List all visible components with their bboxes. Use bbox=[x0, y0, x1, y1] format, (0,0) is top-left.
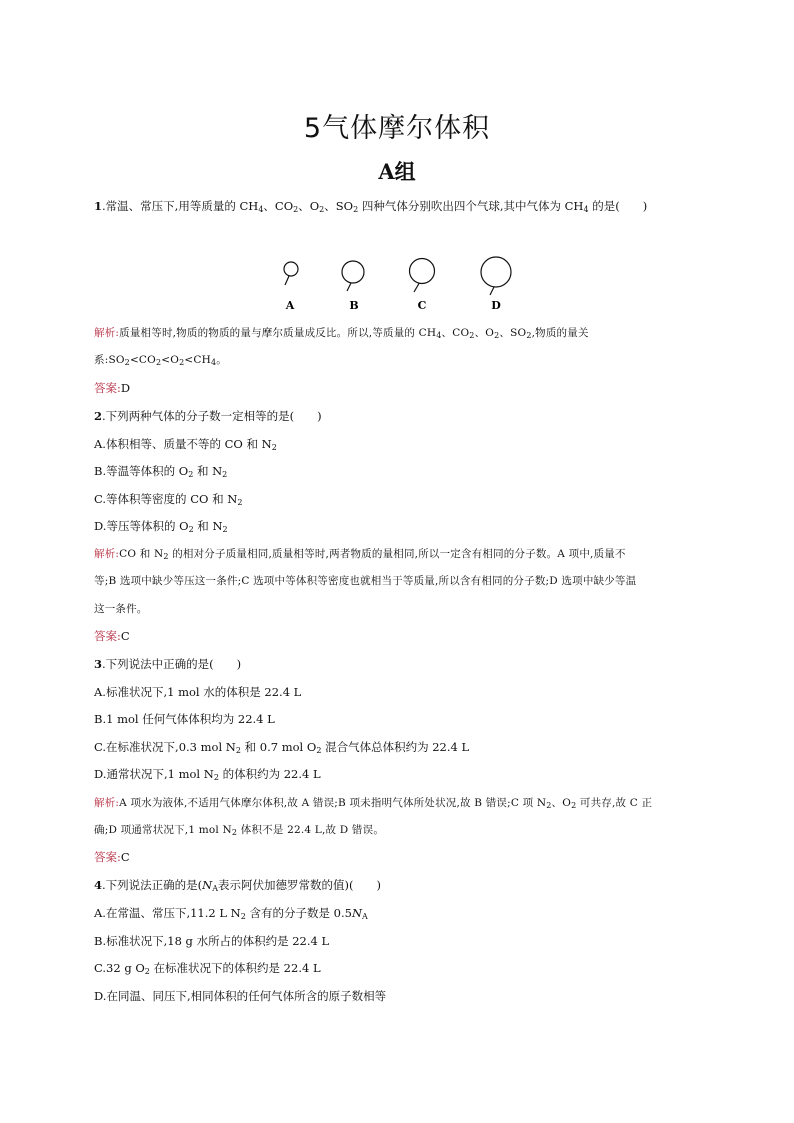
q1-stem: 1.常温、常压下,用等质量的 $CH_4$、$CO_2$、$O_2$、$SO_2$ 四种气体分别吹出四个气球,其中气体为 $CH_4$ 的是( ) bbox=[94, 199, 648, 214]
balloon-b bbox=[342, 261, 364, 312]
q2-option-d: D.等压等体积的 $O_2$ 和 $N_2$ bbox=[94, 519, 228, 534]
q2-answer-label: 答案: bbox=[94, 629, 121, 643]
q4-number: 4 bbox=[94, 878, 103, 892]
q4-stem: 4.下列说法正确的是($N_A$表示阿伏加德罗常数的值)( ) bbox=[94, 878, 381, 893]
balloon-label-b: B bbox=[349, 299, 359, 312]
q3-answer-label: 答案: bbox=[94, 850, 121, 864]
q2-option-a: A.体积相等、质量不等的 CO 和 $N_2$ bbox=[94, 437, 277, 452]
q4-option-c: C.32 g $O_2$ 在标准状况下的体积约是 22.4 L bbox=[94, 961, 321, 976]
q3-option-b: B.1 mol 任何气体体积均为 22.4 L bbox=[94, 712, 275, 726]
q2-analysis-line1: 解析:CO 和 $N_2$ 的相对分子质量相同,质量相等时,两者物质的量相同,所以一定含有相同的分子数。A 项中,质量不 bbox=[94, 548, 626, 561]
q4-option-d: D.在同温、同压下,相同体积的任何气体所含的原子数相等 bbox=[94, 989, 387, 1003]
q2-option-b: B.等温等体积的 $O_2$ 和 $N_2$ bbox=[94, 464, 228, 479]
section-heading: A组 bbox=[378, 159, 416, 184]
q1-answer: 答案:D bbox=[94, 381, 131, 395]
q3-analysis-label: 解析: bbox=[94, 797, 120, 809]
balloon-label-c: C bbox=[417, 299, 427, 312]
balloon-c bbox=[410, 259, 435, 313]
q1-answer-label: 答案: bbox=[94, 381, 121, 395]
balloon-label-d: D bbox=[491, 299, 501, 312]
q1-analysis-label: 解析: bbox=[94, 327, 120, 339]
q3-option-d: D.通常状况下,1 mol $N_2$ 的体积约为 22.4 L bbox=[94, 767, 321, 782]
balloon-label-a: A bbox=[285, 299, 295, 312]
q2-stem: 2.下列两种气体的分子数一定相等的是( ) bbox=[94, 409, 322, 423]
page-title: 5气体摩尔体积 bbox=[303, 113, 491, 144]
balloon-figure bbox=[268, 252, 528, 314]
q2-number: 2 bbox=[94, 409, 103, 423]
q4-option-a: A.在常温、常压下,11.2 L $N_2$ 含有的分子数是 $0.5N_A$ bbox=[94, 906, 368, 921]
q3-option-a: A.标准状况下,1 mol 水的体积是 22.4 L bbox=[94, 685, 302, 699]
q2-option-c: C.等体积等密度的 CO 和 $N_2$ bbox=[94, 492, 243, 507]
q4-option-b: B.标准状况下,18 g 水所占的体积约是 22.4 L bbox=[94, 934, 330, 948]
q1-analysis-line2: 系$:SO_2<CO_2<O_2<CH_4$。 bbox=[94, 354, 227, 367]
balloon-a bbox=[284, 262, 298, 312]
q2-analysis-line3: 这一条件。 bbox=[94, 603, 148, 615]
q3-analysis-line2: 确;D 项通常状况下,1 mol $N_2$ 体积不是 22.4 L,故 D 错误。 bbox=[94, 824, 385, 837]
q3-answer: 答案:C bbox=[94, 850, 130, 864]
q2-analysis-line2: 等;B 选项中缺少等压这一条件;C 选项中等体积等密度也就相当于等质量,所以含有相同的分子数;D 选项中缺少等温 bbox=[94, 575, 637, 587]
q2-answer: 答案:C bbox=[94, 629, 130, 643]
q3-analysis-line1: 解析:A 项水为液体,不适用气体摩尔体积,故 A 错误;B 项未指明气体所处状况,故 B 错误;C 项 $N_2$、$O_2$ 可共存,故 C 正 bbox=[94, 797, 653, 810]
q2-analysis-label: 解析: bbox=[94, 548, 120, 560]
q3-stem: 3.下列说法中正确的是( ) bbox=[94, 657, 242, 671]
q1-analysis-line1: 解析:质量相等时,物质的物质的量与摩尔质量成反比。所以,等质量的 $CH_4$、$CO_2$、$O_2$、$SO_2$,物质的量关 bbox=[94, 327, 589, 340]
q3-option-c: C.在标准状况下,0.3 mol $N_2$ 和 0.7 mol $O_2$ 混合气体总体积约为 22.4 L bbox=[94, 740, 470, 755]
balloon-d bbox=[481, 257, 511, 312]
q3-number: 3 bbox=[94, 657, 103, 671]
q1-number: 1 bbox=[94, 199, 103, 213]
